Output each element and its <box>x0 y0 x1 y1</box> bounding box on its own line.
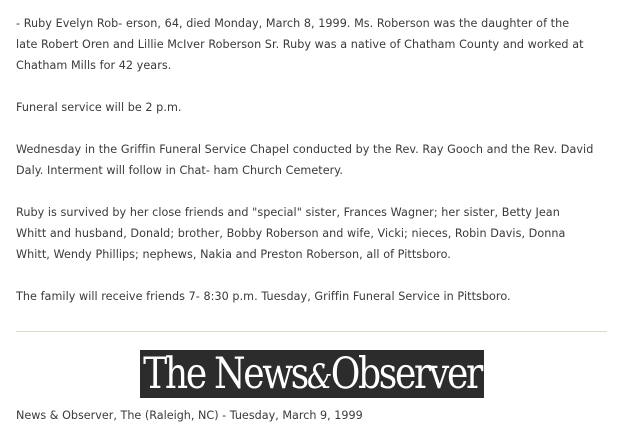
text-line: Ruby is survived by her close friends and "special" sister, Frances Wagner; her sister, Betty Jean <box>16 206 560 219</box>
text-line: Wednesday in the Griffin Funeral Service Chapel conducted by the Rev. Ray Gooch and the Rev. David <box>16 143 594 156</box>
paragraph-chapel-interment <box>16 139 616 181</box>
logo-part-2: Observer <box>330 350 481 398</box>
divider <box>16 331 607 332</box>
text-line: The family will receive friends 7- 8:30 p.m. Tuesday, Griffin Funeral Service in Pittsboro. <box>16 290 511 303</box>
paragraph-survivors <box>16 202 616 265</box>
text-line: Daly. Interment will follow in Chat- ham Church Cemetery. <box>16 164 343 177</box>
logo-ampersand: & <box>306 356 331 397</box>
text-line: Whitt and husband, Donald; brother, Bobby Roberson and wife, Vicki; nieces, Robin Davis, Donna <box>16 227 566 240</box>
text-line: late Robert Oren and Lillie McIver Roberson Sr. Ruby was a native of Chatham County and worked at <box>16 38 584 51</box>
newspaper-logo-text <box>143 350 481 398</box>
paragraph-visitation <box>16 286 616 307</box>
newspaper-logo <box>140 350 484 398</box>
text-line: Whitt, Wendy Phillips; nephews, Nakia and Preston Roberson, all of Pittsboro. <box>16 248 451 261</box>
text-line: Funeral service will be 2 p.m. <box>16 101 182 114</box>
source-line: News & Observer, The (Raleigh, NC) - Tuesday, March 9, 1999 <box>16 409 363 422</box>
paragraph-funeral-service <box>16 97 616 118</box>
logo-part-1: The News <box>143 350 307 398</box>
text-line: - Ruby Evelyn Rob- erson, 64, died Monday, March 8, 1999. Ms. Roberson was the daughter of the <box>16 17 570 30</box>
paragraph-death-notice <box>16 13 616 76</box>
text-line: Chatham Mills for 42 years. <box>16 59 172 72</box>
obituary-article <box>16 13 616 307</box>
